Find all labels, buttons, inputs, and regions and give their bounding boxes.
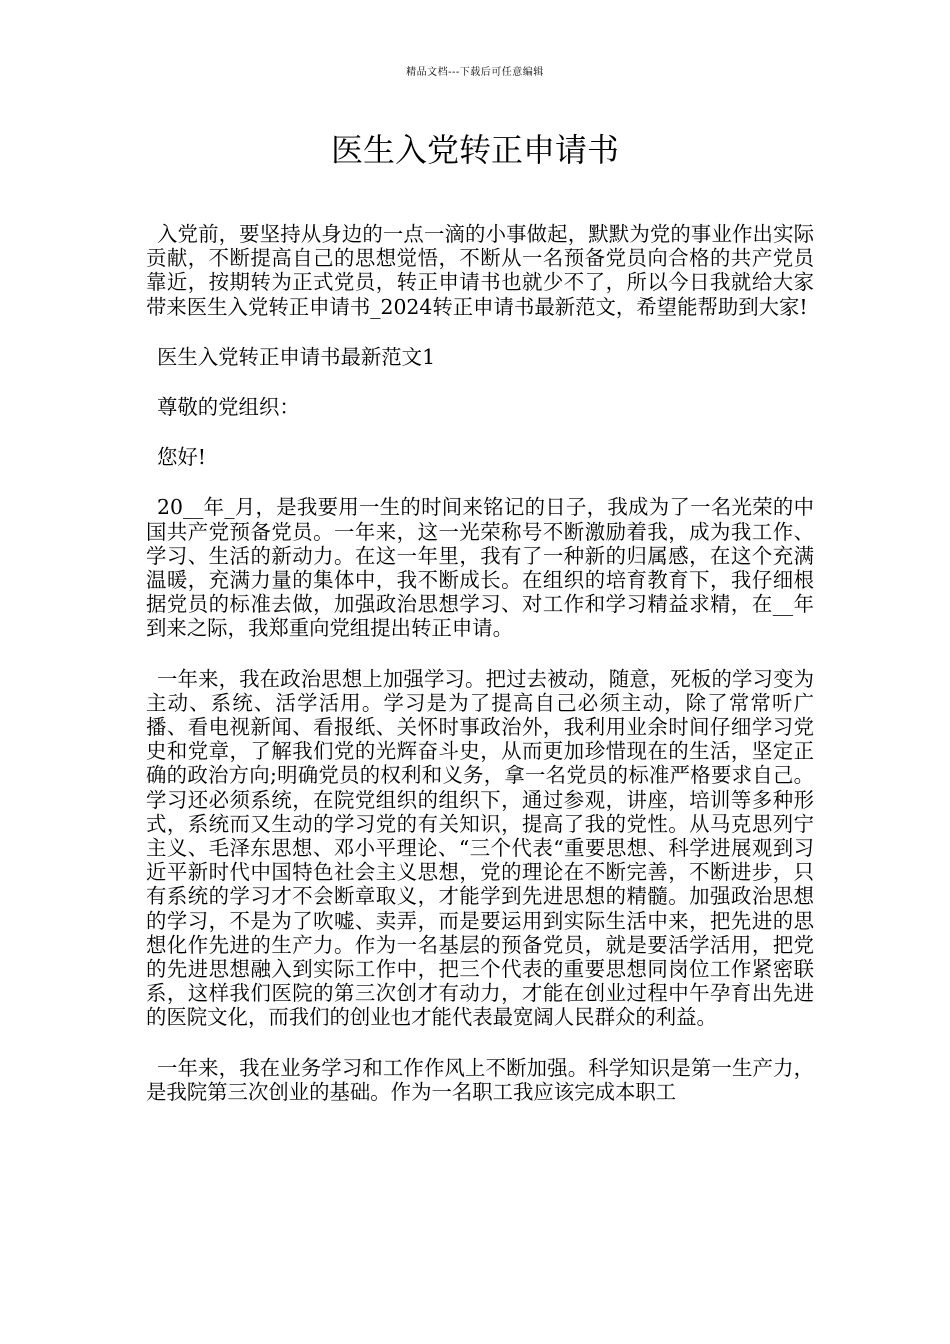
body-paragraph: 一年来，我在政治思想上加强学习。把过去被动，随意，死板的学习变为主动、系统、活学活用。学习是为了提高自己必须主动，除了常常听广播、看电视新闻、看报纸、关怀时事政治外，我利用业余时间仔细学习党史和党章，了解我们党的光辉奋斗史，从而更加珍惜现在的生活，坚定正确的政治方向;明确党员的权利和义务，拿一名党员的标准严格要求自己。学习还必须系统，在院党组织的组织下，通过参观，讲座，培训等多种形式，系统而又生动的学习党的有关知识，提高了我的党性。从马克思列宁主义、毛泽东思想、邓小平理论、“三个代表“重要思想、科学进展观到习近平新时代中国特色社会主义思想，党的理论在不断完善，不断进步，只有系统的学习才不会断章取义，才能学到先进思想的精髓。加强政治思想的学习，不是为了吹嘘、卖弄，而是要运用到实际生活中来，把先进的思想化作先进的生产力。作为一名基层的预备党员，就是要活学活用，把党的先进思想融入到实际工作中，把三个代表的重要思想同岗位工作紧密联系，这样我们医院的第三次创才有动力，才能在创业过程中午孕育出先进的医院文化，而我们的创业也才能代表最宽阔人民群众的利益。 [146,666,814,1030]
body-paragraph: 一年来，我在业务学习和工作作风上不断加强。科学知识是第一生产力，是我院第三次创业的基础。作为一名职工我应该完成本职工 [146,1055,814,1104]
header-note: 精品文档---下载后可任意编辑 [406,67,544,78]
section-heading: 医生入党转正申请书最新范文1 [157,344,436,369]
intro-paragraph: 入党前，要坚持从身边的一点一滴的小事做起，默默为党的事业作出实际贡献，不断提高自己的思想觉悟，不断从一名预备党员向合格的共产党员靠近，按期转为正式党员，转正申请书也就少不了，所以今日我就给大家带来医生入党转正申请书_2024转正申请书最新范文，希望能帮助到大家! [146,222,814,319]
document-body [146,222,814,1130]
greeting: 您好! [157,445,206,470]
document-title: 医生入党转正申请书 [330,131,619,169]
salutation: 尊敬的党组织： [157,395,300,420]
body-paragraph: 20__年_月，是我要用一生的时间来铭记的日子，我成为了一名光荣的中国共产党预备党员。一年来，这一光荣称号不断激励着我，成为我工作、学习、生活的新动力。在这一年里，我有了一种新的归属感，在这个充满温暖，充满力量的集体中，我不断成长。在组织的培育教育下，我仔细根据党员的标准去做，加强政治思想学习、对工作和学习精益求精，在__年到来之际，我郑重向党组提出转正申请。 [146,495,814,641]
